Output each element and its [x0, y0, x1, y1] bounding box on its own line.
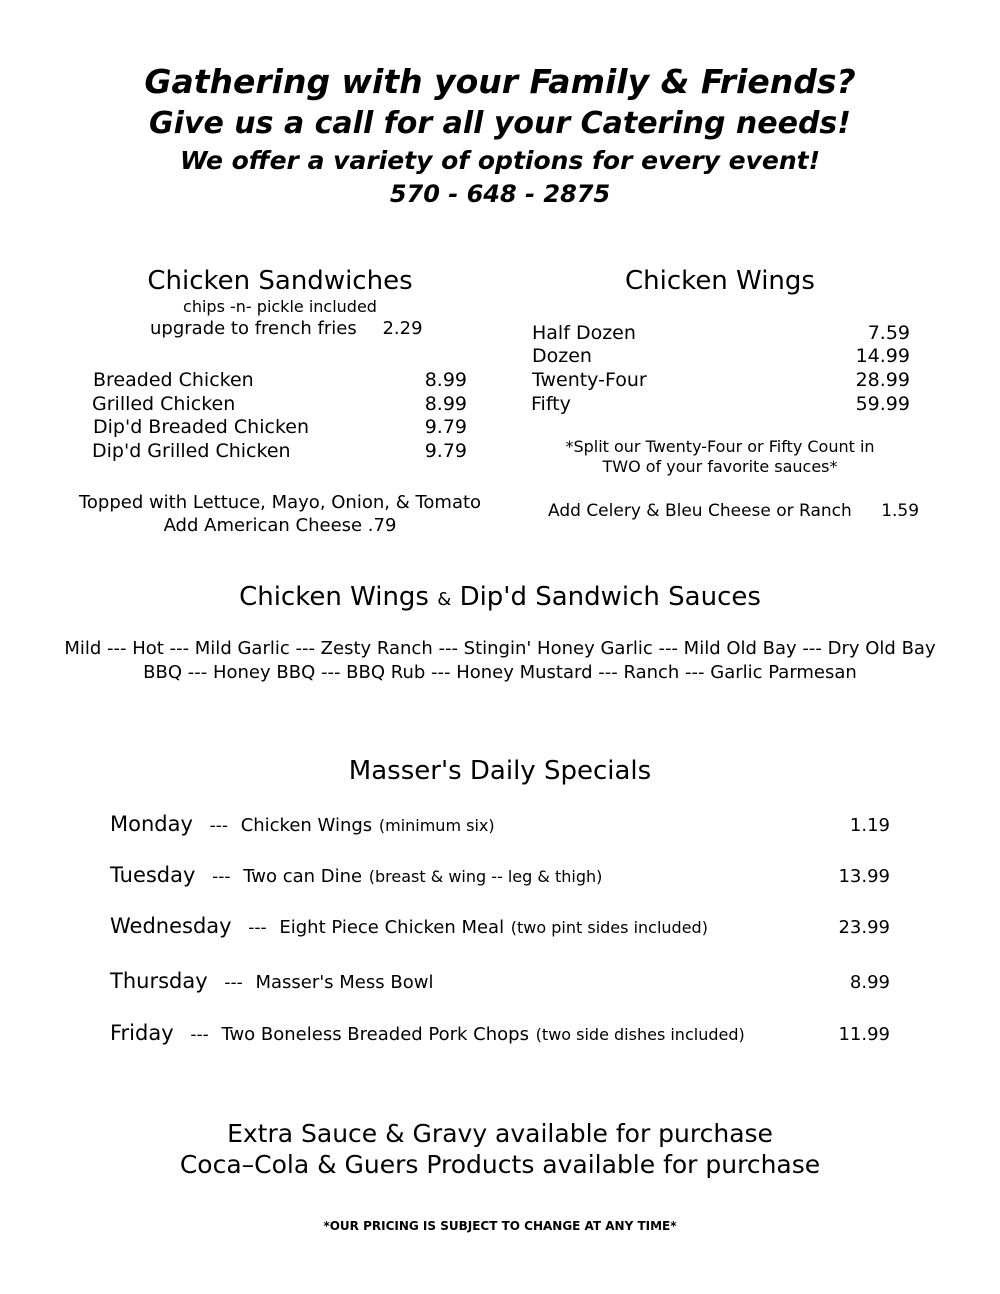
special-day: Wednesday	[110, 914, 232, 938]
header-line-2: Give us a call for all your Catering needs!	[149, 106, 851, 141]
menu-row	[531, 393, 910, 415]
header-line-1: Gathering with your Family & Friends?	[144, 62, 856, 101]
header-line-3: We offer a variety of options for every event!	[179, 146, 821, 175]
special-item: Chicken Wings	[240, 815, 373, 836]
upgrade-label: upgrade to french fries	[150, 318, 357, 339]
split-note-2: TWO of your favorite sauces*	[602, 457, 838, 476]
special-sep: ---	[209, 816, 228, 836]
sandwiches-title: Chicken Sandwiches	[147, 266, 413, 296]
special-sep: ---	[190, 1025, 209, 1045]
footer-line-1: Extra Sauce & Gravy available for purchase	[227, 1119, 773, 1148]
item-name: Half Dozen	[532, 322, 636, 344]
item-price: 28.99	[855, 369, 910, 391]
item-name: Dozen	[532, 345, 592, 367]
upgrade-line	[150, 318, 423, 339]
menu-row	[93, 369, 467, 391]
special-price: 11.99	[838, 1024, 890, 1045]
special-row-thursday	[110, 969, 433, 993]
topped-note: Topped with Lettuce, Mayo, Onion, & Tomato	[78, 492, 482, 513]
special-row-tuesday	[110, 863, 602, 887]
footer-line-2: Coca–Cola & Guers Products available for purchase	[179, 1150, 821, 1179]
item-name: Dip'd Breaded Chicken	[93, 416, 309, 438]
special-note: (minimum six)	[378, 816, 495, 835]
addon-line	[548, 501, 919, 521]
menu-row	[532, 322, 910, 344]
special-note: (two pint sides included)	[510, 918, 708, 937]
special-sep: ---	[224, 973, 243, 993]
cheese-note: Add American Cheese .79	[163, 515, 397, 536]
special-sep: ---	[212, 867, 231, 887]
special-row-wednesday	[110, 914, 708, 938]
item-price: 8.99	[424, 369, 467, 391]
special-row-monday	[110, 812, 495, 836]
sauces-line-1: Mild --- Hot --- Mild Garlic --- Zesty Ranch --- Stingin' Honey Garlic --- Mild Old Bay --- Dry Old Bay	[64, 638, 936, 659]
sauces-title-amp: &	[437, 589, 452, 610]
item-name: Grilled Chicken	[92, 393, 236, 415]
special-item: Masser's Mess Bowl	[255, 972, 434, 993]
item-price: 59.99	[855, 393, 910, 415]
wings-title: Chicken Wings	[625, 266, 815, 296]
menu-row	[93, 416, 467, 438]
special-price: 13.99	[838, 866, 890, 887]
menu-row	[92, 393, 467, 415]
special-item: Two can Dine	[243, 866, 363, 887]
special-note: (breast & wing -- leg & thigh)	[368, 867, 603, 886]
special-day: Friday	[110, 1021, 174, 1045]
sauces-line-2: BBQ --- Honey BBQ --- BBQ Rub --- Honey Mustard --- Ranch --- Garlic Parmesan	[143, 662, 857, 683]
special-day: Tuesday	[110, 863, 196, 887]
item-price: 14.99	[855, 345, 910, 367]
sauces-title-b: Dip'd Sandwich Sauces	[459, 582, 761, 612]
special-day: Thursday	[110, 969, 208, 993]
menu-row	[532, 369, 910, 391]
item-name: Breaded Chicken	[93, 369, 254, 391]
item-name: Fifty	[531, 393, 571, 415]
special-price: 8.99	[849, 972, 890, 993]
item-price: 9.79	[424, 440, 467, 462]
special-price: 1.19	[849, 815, 890, 836]
split-note-1: *Split our Twenty-Four or Fifty Count in	[565, 437, 875, 456]
addon-price: 1.59	[881, 501, 920, 521]
item-price: 8.99	[424, 393, 467, 415]
sauces-title	[0, 582, 1000, 612]
phone-number: 570 - 648 - 2875	[389, 180, 611, 208]
item-price: 7.59	[867, 322, 910, 344]
special-item: Eight Piece Chicken Meal	[279, 917, 505, 938]
sandwiches-subtitle: chips -n- pickle included	[183, 297, 377, 316]
special-price: 23.99	[838, 917, 890, 938]
item-price: 9.79	[424, 416, 467, 438]
upgrade-price: 2.29	[382, 318, 423, 339]
specials-title: Masser's Daily Specials	[348, 756, 652, 786]
pricing-disclaimer: *OUR PRICING IS SUBJECT TO CHANGE AT ANY TIME*	[323, 1219, 677, 1233]
special-note: (two side dishes included)	[535, 1025, 745, 1044]
special-row-friday	[110, 1021, 745, 1045]
menu-row	[92, 440, 467, 462]
special-sep: ---	[248, 918, 267, 938]
special-day: Monday	[110, 812, 193, 836]
item-name: Dip'd Grilled Chicken	[92, 440, 291, 462]
item-name: Twenty-Four	[532, 369, 647, 391]
sauces-title-a: Chicken Wings	[239, 582, 429, 612]
addon-label: Add Celery & Bleu Cheese or Ranch	[548, 501, 852, 521]
special-item: Two Boneless Breaded Pork Chops	[221, 1024, 529, 1045]
menu-row	[532, 345, 910, 367]
